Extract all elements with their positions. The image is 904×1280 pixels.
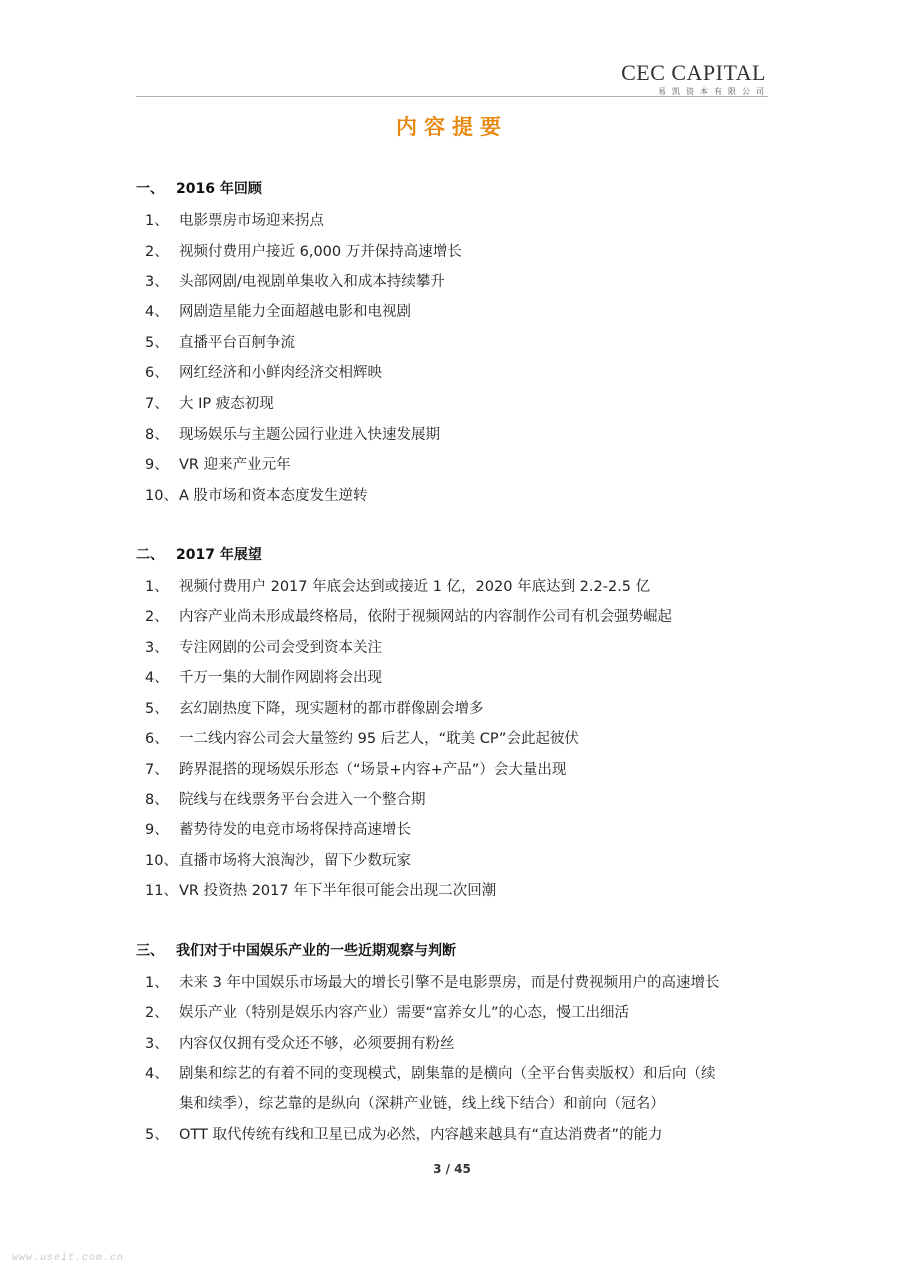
item-text: 内容仅仅拥有受众还不够，必须要拥有粉丝: [179, 1036, 455, 1052]
logo-sub-text: 易凯资本有限公司: [658, 87, 770, 96]
list-item: [145, 423, 440, 444]
item-number: 1、: [145, 975, 169, 991]
item-number: 6、: [145, 365, 169, 381]
section-number: 三、: [136, 943, 164, 959]
list-item: [145, 758, 566, 779]
item-text: 网红经济和小鲜肉经济交相辉映: [179, 365, 382, 381]
section-heading-2017: [136, 544, 262, 564]
item-number: 4、: [145, 304, 169, 320]
page-title: 内容提要: [396, 115, 508, 139]
item-number: 9、: [145, 822, 169, 838]
watermark: www.useit.com.cn: [12, 1253, 125, 1264]
item-number: 8、: [145, 792, 169, 808]
item-number: 10、: [145, 853, 178, 869]
list-item: [145, 971, 719, 992]
list-item: [145, 879, 496, 900]
list-item: [145, 575, 650, 596]
item-text: 玄幻剧热度下降，现实题材的都市群像剧会增多: [179, 701, 484, 717]
list-item: [145, 331, 295, 352]
list-item: [145, 392, 274, 413]
item-text: 电影票房市场迎来拐点: [179, 213, 324, 229]
item-text: 千万一集的大制作网剧将会出现: [179, 670, 382, 686]
section-number: 二、: [136, 547, 164, 563]
list-item: [145, 697, 484, 718]
item-number: 3、: [145, 640, 169, 656]
item-text: 剧集和综艺的有着不同的变现模式，剧集靠的是横向（全平台售卖版权）和后向（续: [179, 1066, 716, 1082]
item-text: 头部网剧/电视剧单集收入和成本持续攀升: [179, 274, 445, 290]
list-item: [145, 1032, 455, 1053]
section-number: 一、: [136, 181, 164, 197]
item-number: 2、: [145, 1005, 169, 1021]
item-text: A 股市场和资本态度发生逆转: [179, 488, 368, 504]
item-text: 视频付费用户接近 6,000 万并保持高速增长: [179, 244, 462, 260]
item-number: 3、: [145, 274, 169, 290]
list-item: [145, 270, 445, 291]
logo-main-text: CEC CAPITAL: [621, 60, 766, 85]
list-item: [145, 240, 462, 261]
header-divider: [136, 96, 768, 97]
item-text: 跨界混搭的现场娱乐形态（“场景+内容+产品”）会大量出现: [179, 762, 567, 778]
section-title: 2016 年回顾: [176, 181, 262, 197]
item-number: 10、: [145, 488, 178, 504]
list-item: [145, 636, 382, 657]
item-text: 网剧造星能力全面超越电影和电视剧: [179, 304, 411, 320]
list-item: [145, 788, 426, 809]
list-item: [145, 300, 411, 321]
list-item: [145, 818, 411, 839]
item-text: VR 迎来产业元年: [179, 457, 291, 473]
item-text: 视频付费用户 2017 年底会达到或接近 1 亿，2020 年底达到 2.2-2.5 亿: [179, 579, 651, 595]
item-number: 5、: [145, 1127, 169, 1143]
item-text: 未来 3 年中国娱乐市场最大的增长引擎不是电影票房，而是付费视频用户的高速增长: [179, 975, 720, 991]
list-item: [145, 1123, 663, 1144]
item-number: 3、: [145, 1036, 169, 1052]
item-text: 院线与在线票务平台会进入一个整合期: [179, 792, 426, 808]
item-text: 内容产业尚未形成最终格局，依附于视频网站的内容制作公司有机会强势崛起: [179, 609, 672, 625]
item-text: 大 IP 疲态初现: [179, 396, 274, 412]
list-item: [145, 666, 382, 687]
item-number: 7、: [145, 762, 169, 778]
item-text: OTT 取代传统有线和卫星已成为必然，内容越来越具有“直达消费者”的能力: [179, 1127, 663, 1143]
item-number: 9、: [145, 457, 169, 473]
list-item: [145, 1001, 629, 1022]
list-item: [145, 361, 382, 382]
item-number: 4、: [145, 670, 169, 686]
list-item: [145, 727, 579, 748]
list-item: [145, 849, 411, 870]
list-item: [145, 484, 368, 505]
item-text: 娱乐产业（特别是娱乐内容产业）需要“富养女儿”的心态，慢工出细活: [179, 1005, 630, 1021]
item-number: 5、: [145, 701, 169, 717]
item-number: 11、: [145, 883, 178, 899]
list-item: [145, 453, 291, 474]
item-number: 7、: [145, 396, 169, 412]
item-number: 6、: [145, 731, 169, 747]
item-number: 1、: [145, 579, 169, 595]
section-title: 我们对于中国娱乐产业的一些近期观察与判断: [176, 943, 456, 959]
section-heading-2016: [136, 178, 262, 198]
section-title: 2017 年展望: [176, 547, 262, 563]
page-number: 3 / 45: [433, 1162, 471, 1176]
item-text: 直播平台百舸争流: [179, 335, 295, 351]
item-text: 现场娱乐与主题公园行业进入快速发展期: [179, 427, 440, 443]
section-heading-observations: [136, 940, 456, 960]
item-text: 专注网剧的公司会受到资本关注: [179, 640, 382, 656]
item-number: 5、: [145, 335, 169, 351]
list-item: [145, 1062, 716, 1083]
item-number: 2、: [145, 244, 169, 260]
list-item-continuation: 集和续季），综艺靠的是纵向（深耕产业链，线上线下结合）和前向（冠名）: [179, 1096, 665, 1112]
item-number: 4、: [145, 1066, 169, 1082]
item-number: 2、: [145, 609, 169, 625]
company-logo: [621, 60, 770, 97]
list-item: [145, 605, 672, 626]
item-number: 1、: [145, 213, 169, 229]
item-text: 直播市场将大浪淘沙，留下少数玩家: [179, 853, 411, 869]
item-text: VR 投资热 2017 年下半年很可能会出现二次回潮: [179, 883, 497, 899]
item-number: 8、: [145, 427, 169, 443]
item-text: 蓄势待发的电竞市场将保持高速增长: [179, 822, 411, 838]
list-item: [145, 209, 324, 230]
item-text: 一二线内容公司会大量签约 95 后艺人，“耽美 CP”会此起彼伏: [179, 731, 579, 747]
